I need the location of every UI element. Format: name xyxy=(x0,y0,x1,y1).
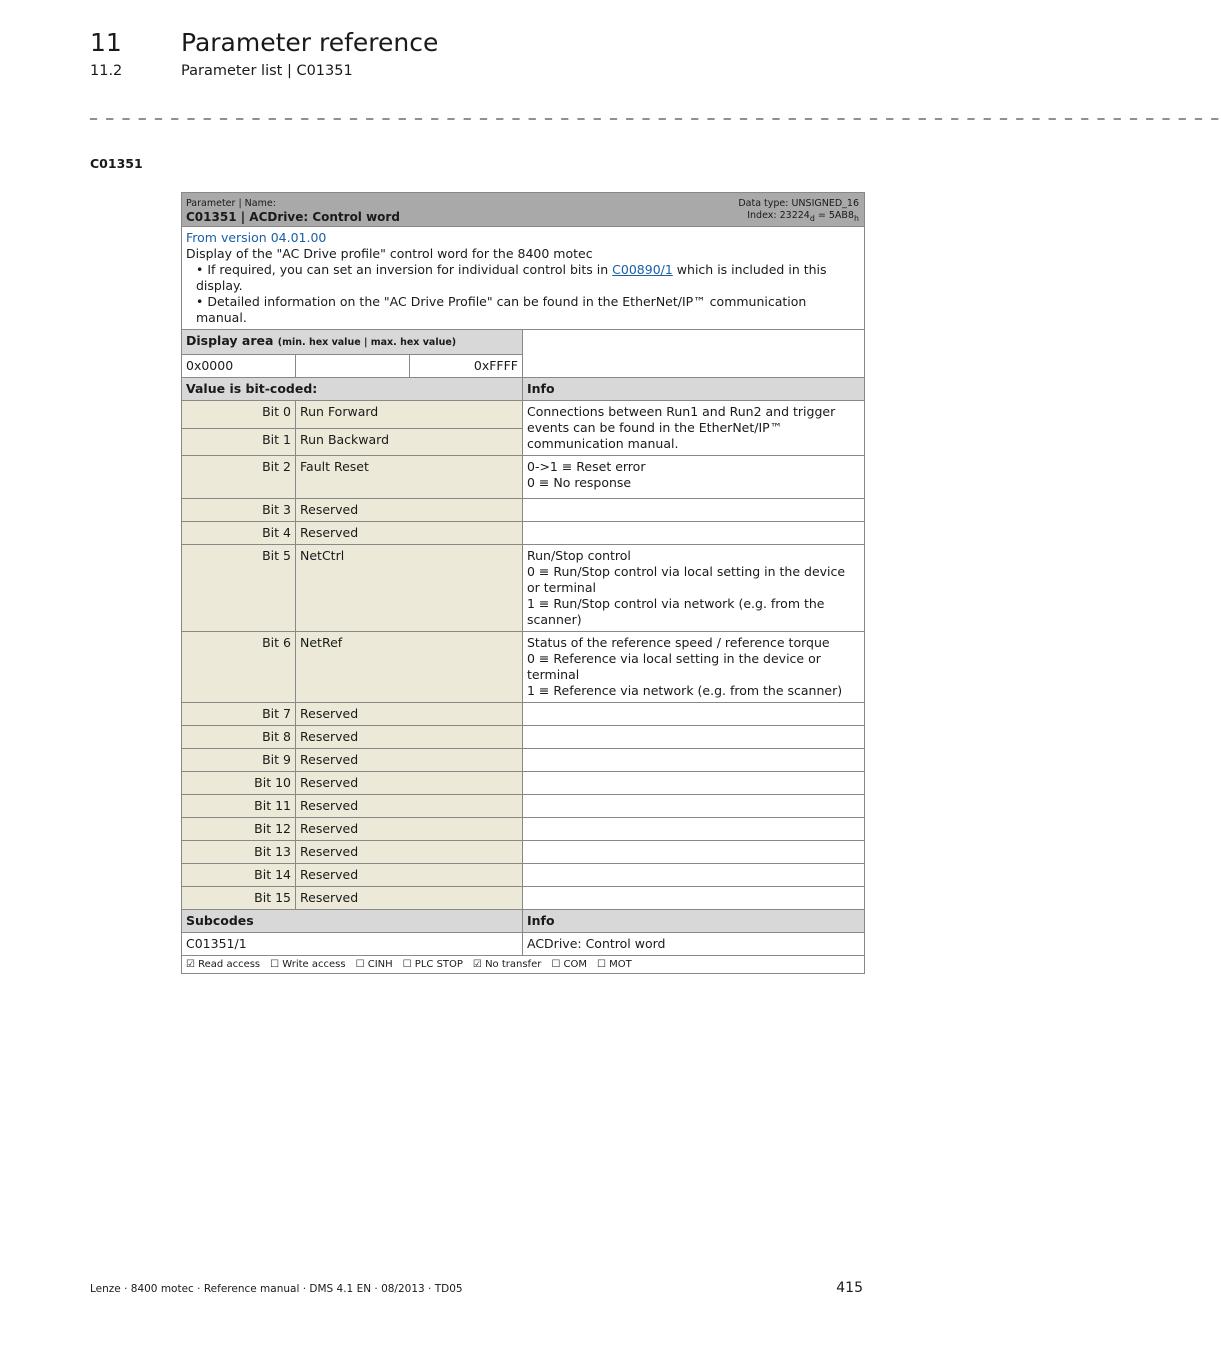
bit-number: Bit 2 xyxy=(182,456,296,499)
access-flag: ☐ Write access xyxy=(270,959,346,970)
bit-info-line: 0 ≡ No response xyxy=(527,475,632,490)
bit-row xyxy=(182,632,865,703)
parameter-name: C01351 | ACDrive: Control word xyxy=(186,210,400,224)
bit-name: Fault Reset xyxy=(296,456,523,499)
bits-header-label: Value is bit-coded: xyxy=(182,378,523,401)
subcodes-header-label: Subcodes xyxy=(182,910,523,933)
bit-row xyxy=(182,887,865,910)
bit-row xyxy=(182,401,865,429)
bit-name: Reserved xyxy=(296,772,523,795)
chapter-number: 11 xyxy=(90,28,122,57)
bit-info-line: 0 ≡ Reference via local setting in the device or terminal xyxy=(527,651,821,682)
bit-number: Bit 0 xyxy=(182,401,296,429)
bit-info xyxy=(523,522,865,545)
bit-info xyxy=(523,864,865,887)
bit-row xyxy=(182,499,865,522)
bit-number: Bit 12 xyxy=(182,818,296,841)
bit-row xyxy=(182,749,865,772)
parameter-header-row xyxy=(182,193,865,227)
section-title: Parameter list | C01351 xyxy=(181,63,353,79)
subcodes-header-row xyxy=(182,910,865,933)
bit-info xyxy=(523,749,865,772)
access-flag: ☐ CINH xyxy=(355,959,393,970)
bullet-manual: • Detailed information on the "AC Drive Profile" can be found in the EtherNet/IP™ communication manual. xyxy=(196,294,807,325)
bit-info xyxy=(523,818,865,841)
access-flags xyxy=(182,956,865,974)
bit-info xyxy=(523,545,865,632)
page-number: 415 xyxy=(836,1280,863,1296)
bit-row xyxy=(182,772,865,795)
bit-name: Reserved xyxy=(296,841,523,864)
access-flag: ☑ No transfer xyxy=(472,959,542,970)
bit-info xyxy=(523,456,865,499)
bit-name: Reserved xyxy=(296,818,523,841)
bit-number: Bit 4 xyxy=(182,522,296,545)
code-heading: C01351 xyxy=(90,156,143,171)
bit-info: Connections between Run1 and Run2 and trigger events can be found in the EtherNet/IP™ communication manual. xyxy=(523,401,865,456)
display-area-max: 0xFFFF xyxy=(410,355,523,378)
bit-number: Bit 14 xyxy=(182,864,296,887)
bit-row xyxy=(182,818,865,841)
bit-row xyxy=(182,726,865,749)
bit-info-line: Run/Stop control xyxy=(527,548,631,563)
subcode-code: C01351/1 xyxy=(182,933,523,956)
access-flag: ☐ COM xyxy=(551,959,587,970)
c00890-link[interactable]: C00890/1 xyxy=(612,262,673,277)
bit-row xyxy=(182,703,865,726)
bit-number: Bit 3 xyxy=(182,499,296,522)
bit-name: Reserved xyxy=(296,522,523,545)
display-area-header-row xyxy=(182,330,865,355)
bit-name: Run Forward xyxy=(296,401,523,429)
bit-info xyxy=(523,703,865,726)
bit-number: Bit 1 xyxy=(182,428,296,456)
parameter-label: Parameter | Name: xyxy=(186,198,276,209)
bit-name: Run Backward xyxy=(296,428,523,456)
bit-info xyxy=(523,632,865,703)
subcodes-header-info: Info xyxy=(523,910,865,933)
bit-number: Bit 7 xyxy=(182,703,296,726)
bit-info xyxy=(523,726,865,749)
access-flags-row xyxy=(182,956,865,974)
description-row xyxy=(182,227,865,330)
description-cell xyxy=(182,227,865,330)
bit-name: Reserved xyxy=(296,703,523,726)
version-note: From version 04.01.00 xyxy=(186,230,327,245)
bit-name: NetCtrl xyxy=(296,545,523,632)
display-area-blank xyxy=(523,330,865,378)
index-value: Index: $23224_d = 5AB8_h$ xyxy=(747,210,859,223)
bit-info xyxy=(523,795,865,818)
bit-name: Reserved xyxy=(296,749,523,772)
bit-number: Bit 10 xyxy=(182,772,296,795)
bit-number: Bit 15 xyxy=(182,887,296,910)
bit-row xyxy=(182,864,865,887)
bit-number: Bit 8 xyxy=(182,726,296,749)
chapter-title: Parameter reference xyxy=(181,28,439,57)
subcode-row xyxy=(182,933,865,956)
display-area-note: (min. hex value | max. hex value) xyxy=(277,337,457,348)
bit-number: Bit 13 xyxy=(182,841,296,864)
bit-info-line: 0 ≡ Run/Stop control via local setting in the device or terminal xyxy=(527,564,846,595)
bit-name: Reserved xyxy=(296,499,523,522)
access-flag: ☐ PLC STOP xyxy=(402,959,463,970)
bit-number: Bit 5 xyxy=(182,545,296,632)
bit-info xyxy=(523,841,865,864)
description-text: Display of the "AC Drive profile" control word for the 8400 motec xyxy=(186,246,593,261)
bit-row xyxy=(182,456,865,499)
parameter-header xyxy=(182,193,865,227)
bit-info-line: Status of the reference speed / reference torque xyxy=(527,635,830,650)
bit-row xyxy=(182,841,865,864)
display-area-min: 0x0000 xyxy=(182,355,296,378)
bit-info xyxy=(523,772,865,795)
bit-number: Bit 11 xyxy=(182,795,296,818)
bits-header-row xyxy=(182,378,865,401)
bit-info-line: 0->1 ≡ Reset error xyxy=(527,459,646,474)
bit-number: Bit 9 xyxy=(182,749,296,772)
footer-text: Lenze · 8400 motec · Reference manual · DMS 4.1 EN · 08/2013 · TD05 xyxy=(90,1283,463,1295)
access-flag: ☑ Read access xyxy=(186,959,261,970)
header-separator: _ _ _ _ _ _ _ _ _ _ _ _ _ _ _ _ _ _ _ _ _ _ _ _ _ _ _ _ _ _ _ _ _ _ _ _ _ _ _ _ _ _ _ _ _ _ _ _ _ _ _ _ _ _ _ _ _ _ _ _ _ _ _ _ _ _ _ _ _ _ xyxy=(90,104,1221,120)
display-area-empty xyxy=(296,355,410,378)
bits-header-info: Info xyxy=(523,378,865,401)
bit-name: Reserved xyxy=(296,795,523,818)
display-area-label-cell: Display area (min. hex value | max. hex value) xyxy=(182,330,523,355)
bit-name: Reserved xyxy=(296,887,523,910)
section-number: 11.2 xyxy=(90,63,123,79)
bit-row xyxy=(182,545,865,632)
bullet-inversion: • If required, you can set an inversion for individual control bits in C00890/1 which is included in this display. xyxy=(196,262,827,293)
bit-name: Reserved xyxy=(296,864,523,887)
subcode-info: ACDrive: Control word xyxy=(523,933,865,956)
bit-name: NetRef xyxy=(296,632,523,703)
bit-info-line: 1 ≡ Run/Stop control via network (e.g. from the scanner) xyxy=(527,596,825,627)
bit-info xyxy=(523,499,865,522)
bit-number: Bit 6 xyxy=(182,632,296,703)
bit-info-line: 1 ≡ Reference via network (e.g. from the scanner) xyxy=(527,683,843,698)
parameter-table xyxy=(181,192,865,974)
bit-info xyxy=(523,887,865,910)
bit-name: Reserved xyxy=(296,726,523,749)
bit-row xyxy=(182,795,865,818)
bit-row xyxy=(182,522,865,545)
access-flag: ☐ MOT xyxy=(596,959,632,970)
data-type: Data type: UNSIGNED_16 xyxy=(738,198,859,209)
